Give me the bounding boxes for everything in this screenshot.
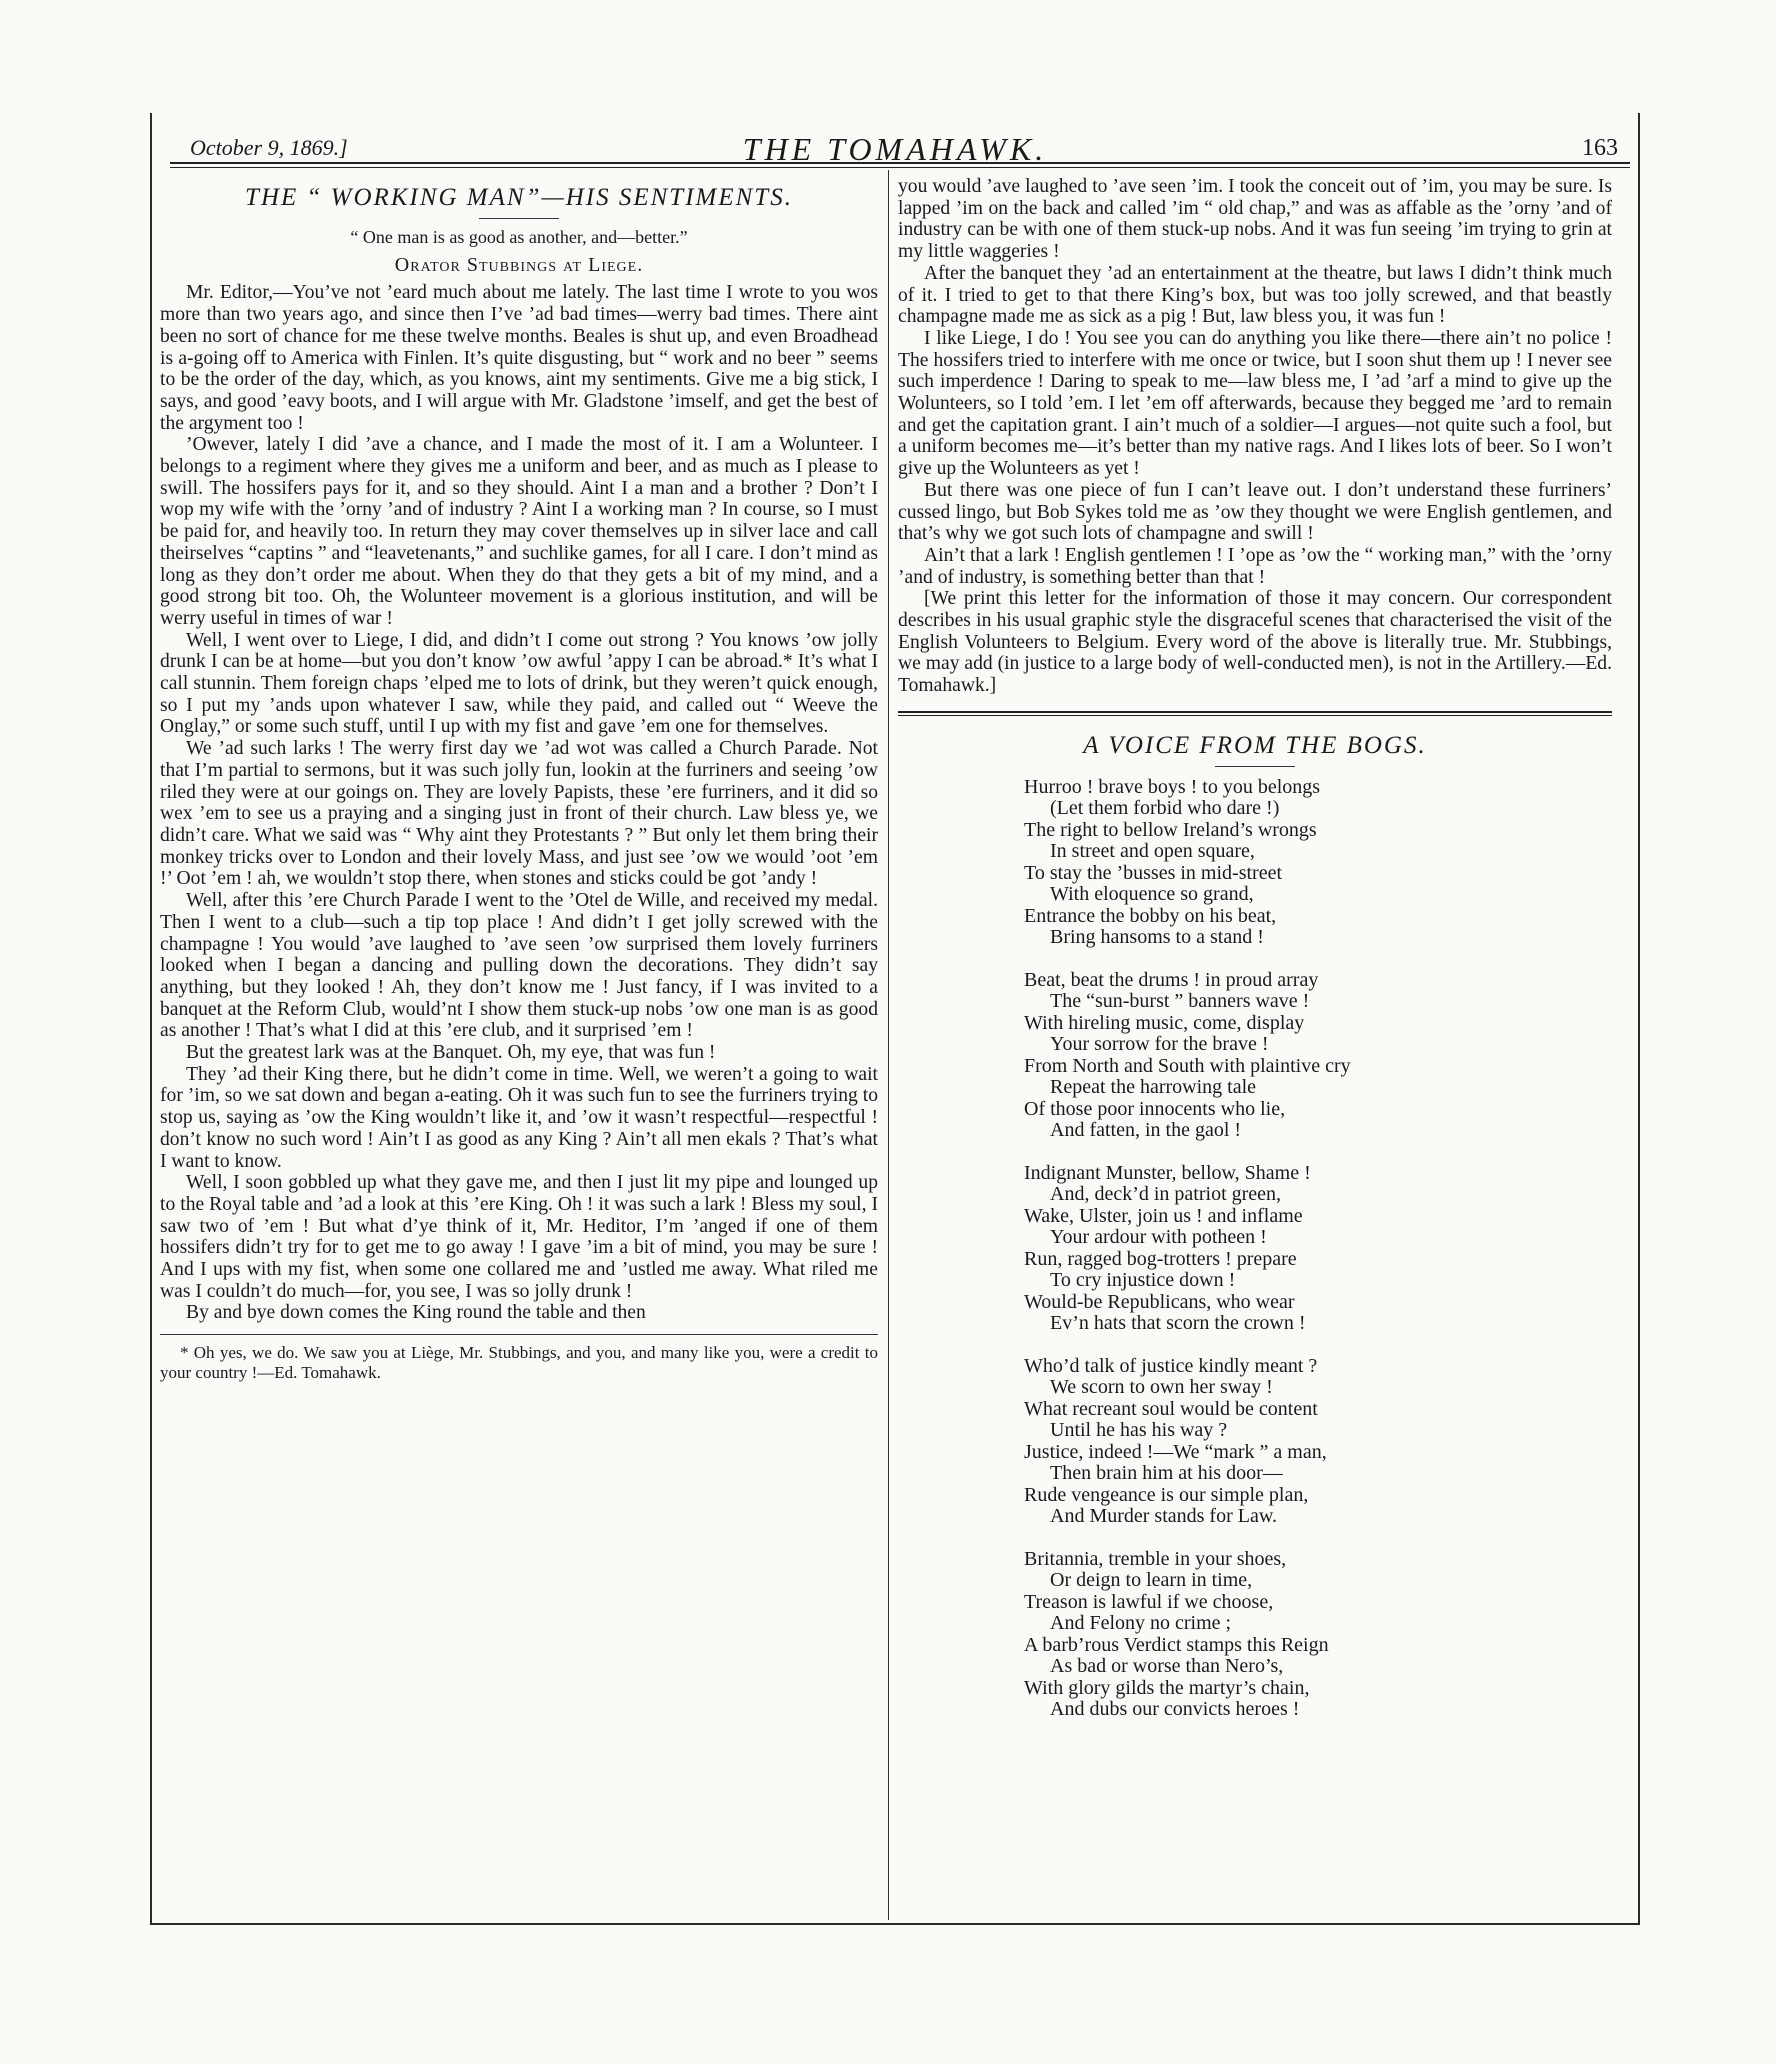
article-paragraph: By and bye down comes the King round the table and then (186, 1302, 646, 1324)
poem-line: Britannia, tremble in your shoes, (1024, 1547, 1287, 1570)
poem-line: Repeat the harrowing tale (1050, 1076, 1257, 1099)
poem-line: With glory gilds the martyr’s chain, (1024, 1676, 1310, 1699)
poem-line: And fatten, in the gaol ! (1050, 1119, 1242, 1142)
poem-line: To cry injustice down ! (1050, 1269, 1236, 1292)
poem-line: Your ardour with potheen ! (1050, 1226, 1267, 1249)
poem-line: Run, ragged bog-trotters ! prepare (1024, 1247, 1297, 1270)
footnote-rule (160, 1334, 878, 1335)
poem-line: From North and South with plaintive cry (1024, 1054, 1351, 1077)
masthead-title: THE TOMAHAWK. (742, 131, 1048, 167)
article-title: THE “ WORKING MAN”—HIS SENTIMENTS. (245, 184, 793, 211)
poem-line: Until he has his way ? (1050, 1419, 1228, 1442)
poem-line: And Murder stands for Law. (1050, 1505, 1277, 1528)
poem-line: Ev’n hats that scorn the crown ! (1050, 1312, 1306, 1335)
poem-line: And dubs our convicts heroes ! (1050, 1698, 1300, 1721)
page-header (150, 113, 1640, 167)
column-divider (888, 170, 889, 1920)
article-paragraph: Well, I soon gobbled up what they gave me, and then I just lit my pipe and lounged up to the Royal table and ’ad a look at this ’ere King. Oh ! it was such a lark ! Bless my soul, I saw two of ’em ! But what d’ye think of it, Mr. Heditor, I’m ’anged if one of them hossifers didn’t try for to get me to go away ! I gave ’im a bit of mind, you may be sure ! And I ups with my fist, when some one collared me and ’ustled me away. What riled me was I couldn’t do much—for, you see, I was so jolly drunk ! (160, 1172, 878, 1302)
poem-line: Justice, indeed !—We “mark ” a man, (1024, 1440, 1327, 1463)
poem-line: With hireling music, come, display (1024, 1011, 1305, 1034)
editor-note: [We print this letter for the information of those it may concern. Our correspondent describes in his usual graphic style the disgraceful scenes that characterised the visit of the English Volunteers to Belgium. Every word of the above is literally true. Mr. Stubbings, we may add (in justice to a large body of well-conducted men), is not in the Artillery.—Ed. Tomahawk.] (898, 588, 1612, 697)
poem-line: Then brain him at his door— (1050, 1462, 1283, 1485)
poem-line: To stay the ’busses in mid-street (1024, 861, 1282, 884)
article-paragraph: We ’ad such larks ! The werry first day we ’ad wot was called a Church Parade. Not that I’m partial to sermons, but it was such jolly fun, lookin at the furriners and seeing ’ow riled they were at our goings on. They are lovely Papists, these ’ere furriners, and it did so wex ’em to see us a praying and a singing just in front of their church. Law bless ye, we didn’t care. What we said was “ Why aint they Protestants ? ” But only let them bring their monkey tricks over to London and their lovely Mass, and just see ’ow we would ’oot ’em !’ Oot ’em ! ah, we wouldn’t stop there, when stones and sticks could be got ’andy ! (160, 738, 878, 890)
poem-line: A barb’rous Verdict stamps this Reign (1024, 1633, 1329, 1656)
poem-line: The right to bellow Ireland’s wrongs (1024, 818, 1317, 841)
page-number: 163 (1582, 135, 1618, 161)
poem-line: Bring hansoms to a stand ! (1050, 926, 1264, 949)
article-separator (898, 711, 1612, 713)
left-column (160, 176, 878, 1383)
article-epigraph: “ One man is as good as another, and—better.” (350, 227, 688, 247)
poem-line: Beat, beat the drums ! in proud array (1024, 968, 1319, 991)
poem-line: Treason is lawful if we choose, (1024, 1590, 1274, 1613)
poem-stanza (1024, 1549, 1612, 1721)
article-paragraph: But the greatest lark was at the Banquet. Oh, my eye, that was fun ! (186, 1042, 716, 1064)
article-paragraph: ’Owever, lately I did ’ave a chance, and I made the most of it. I am a Wolunteer. I belongs to a regiment where they gives me a uniform and beer, and as much as I please to swill. The hossifers pays for it, and so they should. Aint I a man and a brother ? Don’t I wop my wife with the ’orny ’and of industry ? Aint I a working man ? In course, so I must be paid for, and heavily too. In return they may cover themselves up in silver lace and call theirselves “captins ” and “leavetenants,” and suchlike games, for all I care. I don’t mind as long as they don’t order me about. When they do that they gets a bit of my mind, and a good strong bit too. Oh, the Wolunteer movement is a glorious institution, and will be werry useful in times of war ! (160, 434, 878, 629)
header-rule-thin (170, 167, 1630, 168)
article-paragraph: Mr. Editor,—You’ve not ’eard much about me lately. The last time I wrote to you wos more than two years ago, and since then I’ve ’ad bad times—werry bad times. There aint been no sort of chance for me these twelve months. Beales is shut up, and even Broadhead is a-going off to America with Finlen. It’s quite disgusting, but “ work and no beer ” seems to be the order of the day, which, as you knows, aint my sentiments. Give me a big stick, I says, and good ’eavy boots, and I will argue with Mr. Gladstone ’imself, and get the best of the argyment too ! (160, 282, 878, 434)
poem-line: (Let them forbid who dare !) (1050, 797, 1280, 820)
article-separator-thin (898, 715, 1612, 716)
poem-line: Who’d talk of justice kindly meant ? (1024, 1354, 1318, 1377)
article-paragraph: I like Liege, I do ! You see you can do anything you like there—there ain’t no police ! The hossifers tried to interfere with me once or twice, but I soon shut them up ! I never see such imperdence ! Daring to speak to me—law bless me, I ’ad ’arf a mind to give up the Wolunteers, so I told ’em. I let ’em off afterwards, because they begged me ’ard to remain and get the capitation grant. I ain’t much of a soldier—I argues—not quite such a fool, but a uniform becomes me—it’s better than my native rags. And I likes lots of beer. So I won’t give up the Wolunteers as yet ! (898, 327, 1612, 480)
article-paragraph: They ’ad their King there, but he didn’t come in time. Well, we weren’t a going to wait for ’im, so we sat down and began a-eating. Oh it was such fun to see the furriners trying to stop us, saying as ’ow the King wouldn’t like it, and ’ow it wasn’t respectful—respectful ! don’t know no such word ! Ain’t I as good as any King ? Ain’t all men ekals ? That’s what I want to know. (160, 1063, 878, 1172)
title-rule (479, 218, 559, 219)
poem-line: Indignant Munster, bellow, Shame ! (1024, 1161, 1311, 1184)
article-paragraph: Well, I went over to Liege, I did, and didn’t I come out strong ? You knows ’ow jolly drunk I can be at home—but you don’t know ’ow awful ’appy I can be abroad.* It’s what I call stunnin. Them foreign chaps ’elped me to lots of drink, but they weren’t quick enough, so I put my ’ands upon whatever I saw, while they paid, and called out “ Weeve the Onglay,” or some such stuff, until I up with my fist and gave ’em one for themselves. (160, 629, 878, 738)
poem-line: Would-be Republicans, who wear (1024, 1290, 1295, 1313)
poem-line: Rude vengeance is our simple plan, (1024, 1483, 1309, 1506)
title-rule (1215, 766, 1295, 767)
article-subhead: Orator Stubbings at Liege. (394, 253, 644, 276)
poem-line: Or deign to learn in time, (1050, 1569, 1253, 1592)
poem-line: As bad or worse than Nero’s, (1050, 1655, 1284, 1678)
poem-line: With eloquence so grand, (1050, 883, 1254, 906)
poem-line: Hurroo ! brave boys ! to you belongs (1024, 775, 1321, 798)
poem-line: And Felony no crime ; (1050, 1612, 1232, 1635)
poem-line: And, deck’d in patriot green, (1050, 1183, 1282, 1206)
article-paragraph: you would ’ave laughed to ’ave seen ’im. I took the conceit out of ’im, you may be sure. Is lapped ’im on the back and called ’im “ old chap,” and was as affable as the ’orny ’and of industry can be with one of them stuck-up nobs. And it was fun seeing ’im trying to grin at my little waggeries ! (898, 176, 1612, 263)
poem (1024, 777, 1612, 1721)
poem-stanza (1024, 1356, 1612, 1528)
article-paragraph: After the banquet they ’ad an entertainment at the theatre, but laws I didn’t think much of it. I tried to get to that there King’s box, but was too jolly screwed, and that beastly champagne made me as sick as a pig ! But, law bless you, it was fun ! (898, 262, 1612, 328)
poem-line: We scorn to own her sway ! (1050, 1376, 1273, 1399)
header-rule (170, 162, 1630, 164)
article-paragraph: But there was one piece of fun I can’t leave out. I don’t understand these furriners’ cussed lingo, but Bob Sykes told me as ’ow they thought we were English gentlemen, and that’s why we got such lots of champagne and swill ! (898, 479, 1612, 545)
poem-line: Entrance the bobby on his beat, (1024, 904, 1277, 927)
poem-stanza (1024, 1163, 1612, 1335)
poem-stanza (1024, 777, 1612, 949)
poem-line: In street and open square, (1050, 840, 1255, 863)
article-paragraph: Well, after this ’ere Church Parade I went to the ’Otel de Wille, and received my medal. Then I went to a club—such a tip top place ! And didn’t I get jolly screwed with the champagne ! You would ’ave laughed to ’ave seen ’ow surprised them lovely furriners looked when I began a dancing and pulling down the decorations. They didn’t say anything, but they looked ! Ah, they don’t know me ! Just fancy, if I was invited to a banquet at the Reform Club, would’nt I show them stuck-up nobs ’ow one man is as good as another ! That’s what I did at this ’ere club, and it surprised ’em ! (160, 890, 878, 1042)
poem-line: Of those poor innocents who lie, (1024, 1097, 1286, 1120)
poem-line: What recreant soul would be content (1024, 1397, 1318, 1420)
poem-line: Your sorrow for the brave ! (1050, 1033, 1269, 1056)
poem-line: The “sun-burst ” banners wave ! (1050, 990, 1310, 1013)
poem-line: Wake, Ulster, join us ! and inflame (1024, 1204, 1303, 1227)
poem-stanza (1024, 970, 1612, 1142)
right-column (898, 176, 1612, 1742)
footnote: * Oh yes, we do. We saw you at Liège, Mr. Stubbings, and you, and many like you, were a credit to your country !—Ed. Tomahawk. (160, 1343, 878, 1383)
article-paragraph: Ain’t that a lark ! English gentlemen ! I ’ope as ’ow the “ working man,” with the ’orny ’and of industry, is something better than that ! (898, 544, 1612, 588)
issue-date: October 9, 1869.] (190, 135, 348, 160)
poem-title: A VOICE FROM THE BOGS. (1083, 731, 1427, 759)
